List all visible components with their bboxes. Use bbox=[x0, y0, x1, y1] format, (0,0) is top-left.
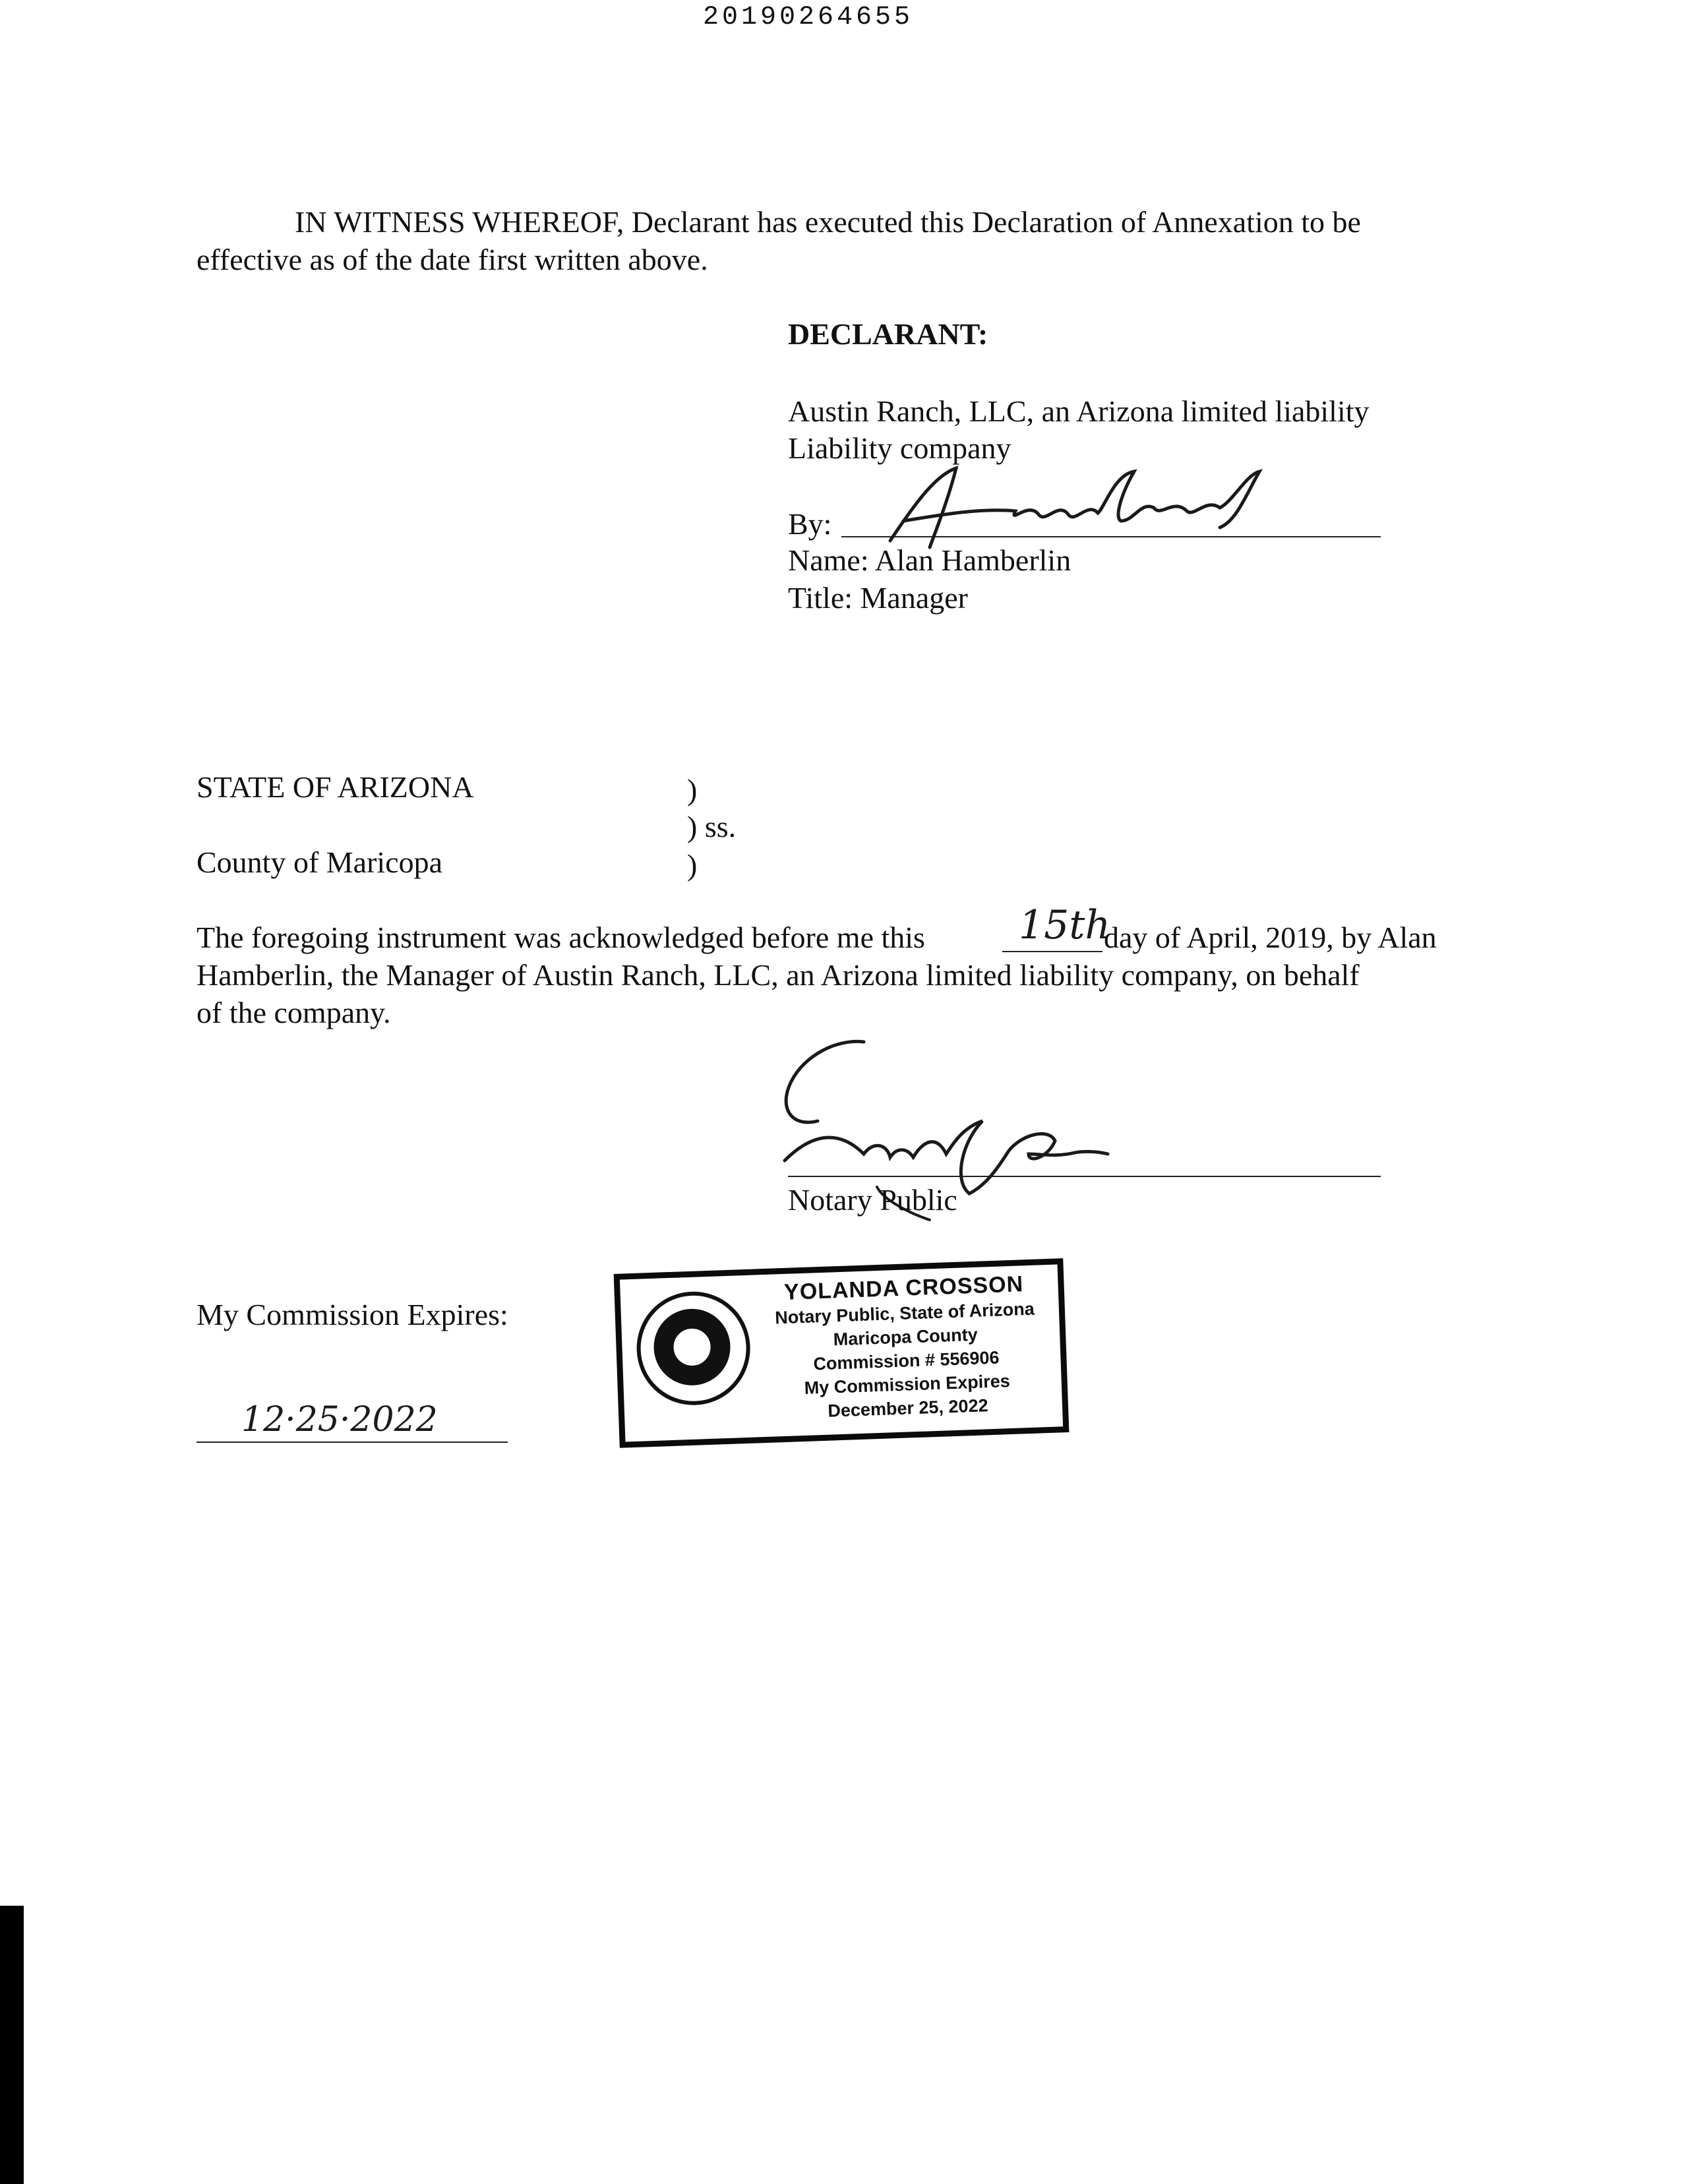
stamp-notary-name: YOLANDA CROSSON bbox=[783, 1271, 1024, 1305]
signer-title: Title: Manager bbox=[788, 581, 968, 615]
declarant-heading: DECLARANT: bbox=[788, 317, 988, 351]
commission-date-handwritten: 12·25·2022 bbox=[241, 1400, 438, 1440]
declarant-entity-line-1: Austin Ranch, LLC, an Arizona limited liability bbox=[788, 394, 1370, 428]
stamp-line-5: December 25, 2022 bbox=[827, 1395, 989, 1421]
by-label: By: bbox=[788, 507, 832, 541]
venue-paren-bottom: ) bbox=[687, 848, 698, 882]
stamp-frame bbox=[614, 1258, 1070, 1448]
document-number: 20190264655 bbox=[703, 3, 914, 32]
stamp-line-1: Notary Public, State of Arizona bbox=[774, 1298, 1035, 1328]
notary-signature-line bbox=[788, 1176, 1381, 1177]
venue-paren-ss: ) ss. bbox=[687, 810, 737, 843]
acknowledgment-day-handwritten: 15th bbox=[1019, 902, 1111, 948]
witness-line-2: effective as of the date first written above. bbox=[196, 243, 708, 276]
witness-line-1: IN WITNESS WHEREOF, Declarant has executed this Declaration of Annexation to be bbox=[295, 205, 1361, 239]
acknowledgment-line-3: of the company. bbox=[196, 996, 391, 1029]
state-seal-icon bbox=[635, 1290, 752, 1407]
acknowledgment-line-2: Hamberlin, the Manager of Austin Ranch, LLC, an Arizona limited liability company, on behalf bbox=[196, 958, 1360, 992]
commission-label: My Commission Expires: bbox=[196, 1298, 508, 1331]
venue-county: County of Maricopa bbox=[196, 845, 443, 879]
commission-date-line bbox=[196, 1441, 508, 1443]
stamp-line-4: My Commission Expires bbox=[804, 1371, 1011, 1398]
signer-name: Name: Alan Hamberlin bbox=[788, 543, 1071, 577]
venue-state: STATE OF ARIZONA bbox=[196, 770, 474, 804]
notary-label: Notary Public bbox=[788, 1183, 957, 1217]
scan-edge-bar bbox=[0, 1906, 24, 2184]
stamp-line-2: Maricopa County bbox=[833, 1324, 979, 1350]
acknowledgment-line-1a: The foregoing instrument was acknowledged before me this bbox=[196, 921, 925, 954]
venue-paren-top: ) bbox=[687, 773, 698, 806]
stamp-line-3: Commission # 556906 bbox=[812, 1347, 1000, 1374]
notary-stamp bbox=[614, 1258, 1068, 1447]
day-blank bbox=[1002, 951, 1102, 952]
acknowledgment-line-1b: day of April, 2019, by Alan bbox=[1104, 921, 1437, 954]
declarant-entity-line-2: Liability company bbox=[788, 431, 1011, 465]
stamp-text bbox=[752, 1270, 1060, 1426]
